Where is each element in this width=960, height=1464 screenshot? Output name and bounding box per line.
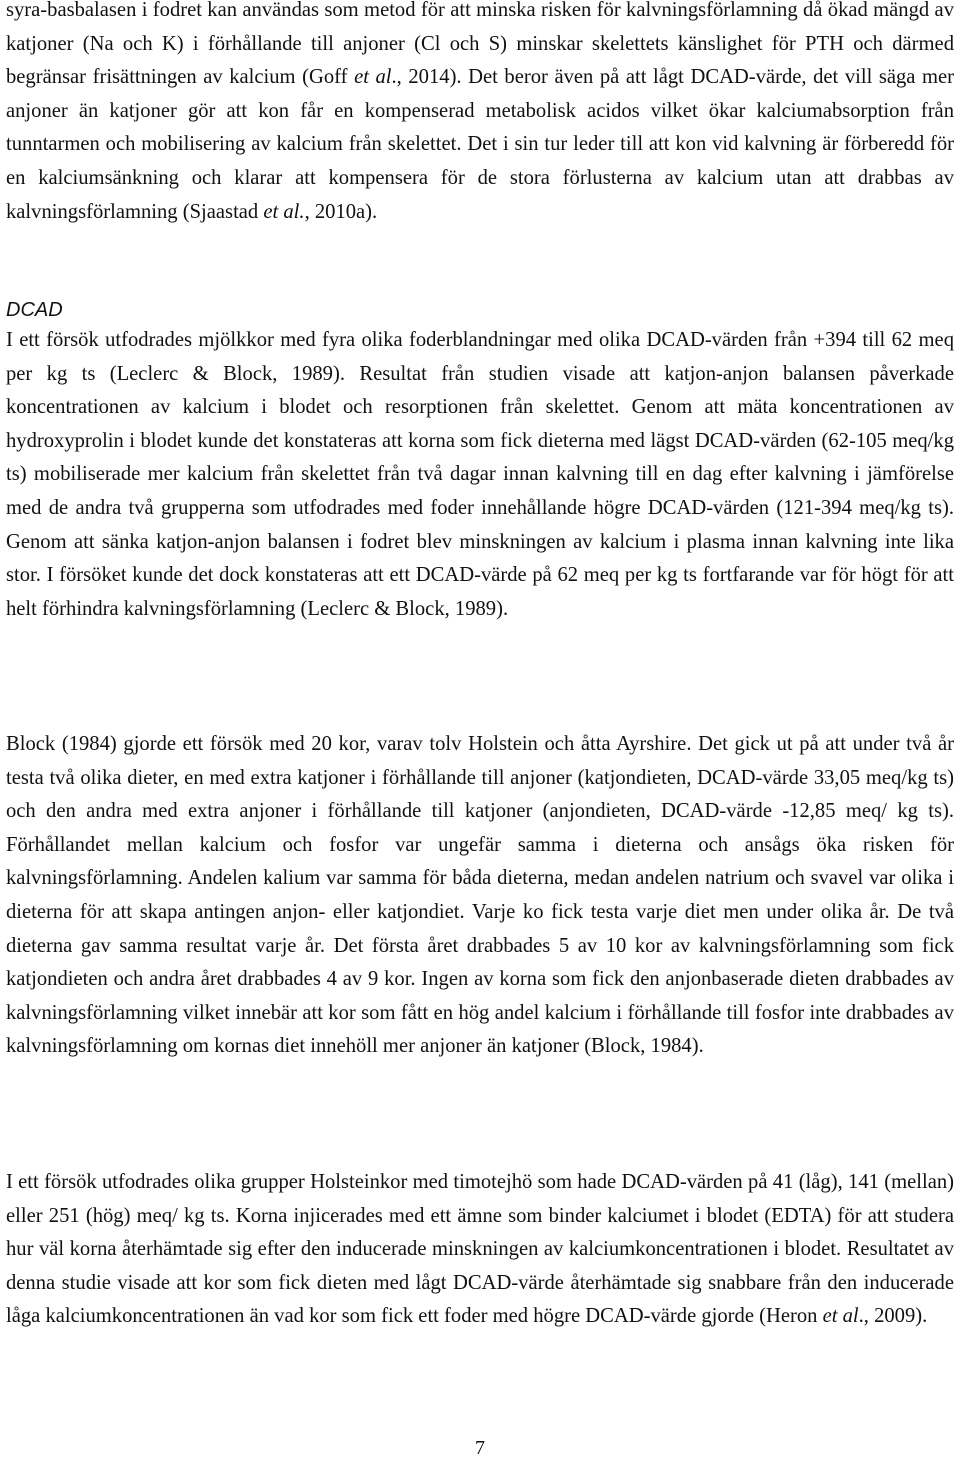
paragraph-1: syra-basbalasen i fodret kan användas som metod för att minska risken för kalvningsförlamning då ökad mängd av katjoner (Na och K) i förhållande till anjoner (Cl och S) minskar skelettets känslighet för PTH och därmed begränsar frisättningen av kalcium (Goff et al., 2014). Det beror även på att lågt DCAD-värde, det vill säga mer anjoner än katjoner gör att kon får en kompenserad metabolisk acidos vilket ökar kalciumabsorption från tunntarmen och mobilisering av kalcium från skelettet. Det i sin tur leder till att kon vid kalvning är förberedd för en kalciumsänkning och klarar att kompensera för de stora förlusterna av kalcium utan att drabbas av kalvningsförlamning (Sjaastad et al., 2010a). (6, 0, 955, 223)
italic-et-al: et al. (263, 200, 305, 223)
italic-et-al: et al (822, 1305, 859, 1328)
paragraph-3: Block (1984) gjorde ett försök med 20 kor, varav tolv Holstein och åtta Ayrshire. Det gick ut på att under två år testa två olika dieter, en med extra katjoner i förhållande till anjoner (katjondieten, DCAD-värde 33,05 meq/kg ts) och den andra med extra anjoner i förhållande till katjoner (anjondieten, DCAD-värde -12,85 meq/ kg ts). Förhållandet mellan kalcium och fosfor var ungefär samma i dieterna och ansågs öka risken för kalvningsförlamning. Andelen kalium var samma för båda dieterna, medan andelen natrium och svavel var olika i dieterna för att skapa antingen anjon- eller katjondiet. Varje ko fick testa varje diet men under olika år. De två dieterna gav samma resultat varje år. Det första året drabbades 5 av 10 kor av kalvningsförlamning som fick katjondieten och andra året drabbades 4 av 9 kor. Ingen av korna som fick den anjonbaserade dieten drabbades av kalvningsförlamning vilket innebär att kor som fått en hög andel kalcium i förhållande till fosfor inte drabbades av kalvningsförlamning om kornas diet innehöll mer anjoner än katjoner (Block, 1984). (6, 733, 954, 1058)
paragraph-2: I ett försök utfodrades mjölkkor med fyra olika foderblandningar med olika DCAD-värden från +394 till 62 meq per kg ts (Leclerc & Block, 1989). Resultat från studien visade att katjon-anjon balansen påverkade koncentrationen av kalcium i blodet och resorptionen från skelettet. Genom att mäta koncentrationen av hydroxyprolin i blodet kunde det konstateras att korna som fick dieterna med lägst DCAD-värden (62-105 meq/kg ts) mobiliserade mer kalcium från skelettet från två dagar innan kalvning till en dag efter kalvning i jämförelse med de andra två grupperna som utfodrades med foder innehållande högre DCAD-värden (121-394 meq/kg ts). Genom att sänka katjon-anjon balansen i fodret blev minskningen av kalcium i plasma innan kalvning inte lika stor. I försöket kunde det dock konstateras att ett DCAD-värde på 62 meq per kg ts fortfarande var för högt för att helt förhindra kalvningsförlamning (Leclerc & Block, 1989). (6, 329, 954, 620)
italic-et-al: et al (354, 66, 392, 89)
page-number: 7 (475, 1437, 485, 1459)
section-heading: DCAD (6, 299, 63, 321)
paragraph-4: I ett försök utfodrades olika grupper Holsteinkor med timotejhö som hade DCAD-värden på 41 (låg), 141 (mellan) eller 251 (hög) meq/ kg ts. Korna injicerades med ett ämne som binder kalciumet i blodet (EDTA) för att studera hur väl korna återhämtade sig efter den inducerade minskningen av kalciumkoncentrationen i blodet. Resultatet av denna studie visade att kor som fick dieten med lågt DCAD-värde återhämtade sig snabbare från den inducerade låga kalciumkoncentrationen än vad kor som fick ett foder med högre DCAD-värde gjorde (Heron et al., 2009). (6, 1171, 954, 1328)
